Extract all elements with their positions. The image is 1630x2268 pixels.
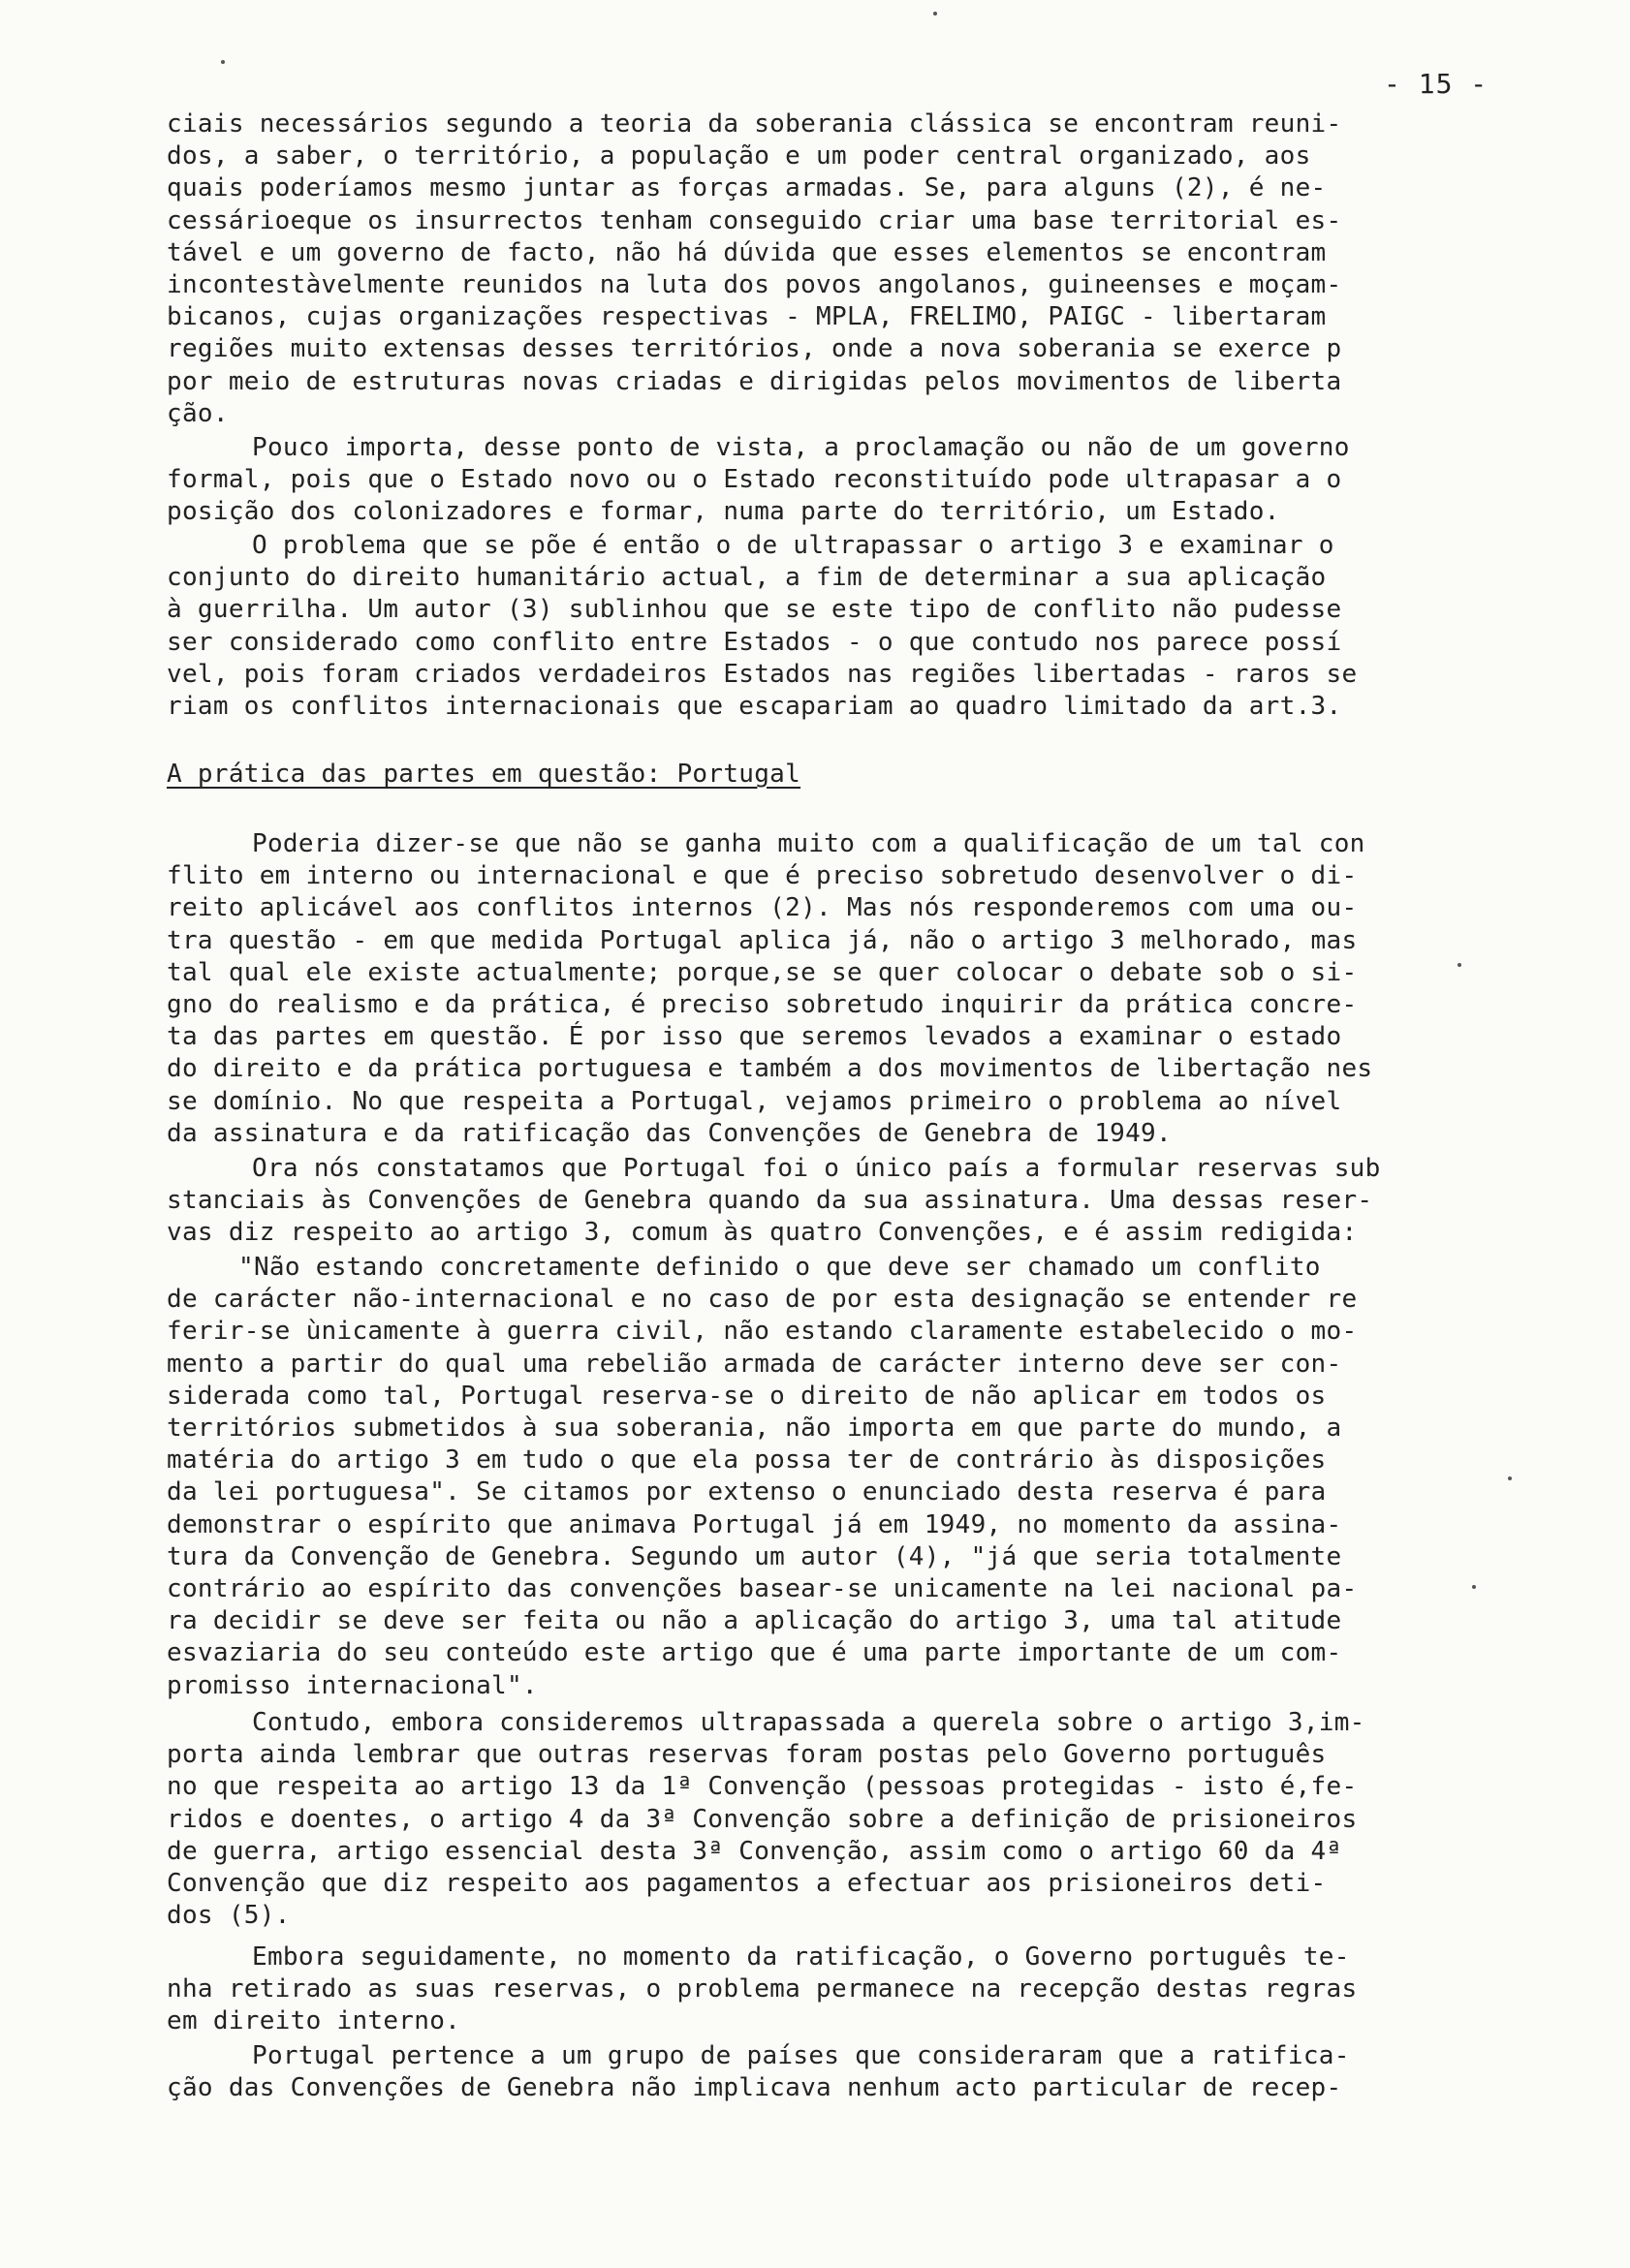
text-line: ção. [167, 398, 229, 428]
text-line: matéria do artigo 3 em tudo o que ela possa ter de contrário às disposições [167, 1445, 1327, 1476]
text-line: do direito e da prática portuguesa e também a dos movimentos de libertação nes [167, 1054, 1373, 1084]
text-line: promisso internacional". [167, 1670, 538, 1700]
paragraph-7 [167, 1707, 1504, 1932]
scan-speck [1458, 963, 1461, 967]
text-line: porta ainda lembrar que outras reservas foram postas pelo Governo português [167, 1740, 1327, 1770]
text-line: por meio de estruturas novas criadas e dirigidas pelos movimentos de liberta [167, 366, 1342, 396]
text-line: Ora nós constatamos que Portugal foi o único país a formular reservas sub [252, 1154, 1381, 1183]
text-line: Embora seguidamente, no momento da ratificação, o Governo português te- [252, 1942, 1350, 1972]
paragraph-8 [167, 1942, 1504, 2038]
text-line: da lei portuguesa". Se citamos por extenso o enunciado desta reserva é para [167, 1477, 1327, 1507]
text-line: nha retirado as suas reservas, o problema permanece na recepção destas regras [167, 1974, 1358, 2004]
text-line: tável e um governo de facto, não há dúvida que esses elementos se encontram [167, 237, 1327, 267]
text-line: ra decidir se deve ser feita ou não a aplicação do artigo 3, uma tal atitude [167, 1606, 1342, 1636]
text-line: incontestàvelmente reunidos na luta dos povos angolanos, guineenses e moçam- [167, 270, 1342, 300]
text-line: regiões muito extensas desses territórios, onde a nova soberania se exerce p [167, 334, 1342, 364]
text-line: stanciais às Convenções de Genebra quando da sua assinatura. Uma dessas reser- [167, 1186, 1373, 1216]
scan-speck [221, 60, 225, 64]
text-line: conjunto do direito humanitário actual, a fim de determinar a sua aplicação [167, 563, 1327, 593]
paragraph-5 [167, 1153, 1504, 1250]
section-heading: A prática das partes em questão: Portugal [167, 760, 801, 789]
text-line: vas diz respeito ao artigo 3, comum às quatro Convenções, e é assim redigida: [167, 1218, 1358, 1248]
paragraph-1 [167, 109, 1504, 430]
scan-speck [1472, 1585, 1476, 1589]
text-line: vel, pois foram criados verdadeiros Estados nas regiões libertadas - raros se [167, 659, 1358, 689]
text-line: formal, pois que o Estado novo ou o Estado reconstituído pode ultrapasar a o [167, 465, 1342, 495]
text-line: Contudo, embora consideremos ultrapassada a querela sobre o artigo 3,im- [252, 1708, 1365, 1737]
text-line: flito em interno ou internacional e que é preciso sobretudo desenvolver o di- [167, 861, 1358, 891]
paragraph-4 [167, 828, 1504, 1150]
text-line: tal qual ele existe actualmente; porque,se se quer colocar o debate sob o si- [167, 957, 1358, 987]
text-line: territórios submetidos à sua soberania, não importa em que parte do mundo, a [167, 1414, 1342, 1444]
text-line: dos, a saber, o território, a população e um poder central organizado, aos [167, 141, 1311, 171]
text-line: esvaziaria do seu conteúdo este artigo que é uma parte importante de um com- [167, 1638, 1342, 1668]
text-line: reito aplicável aos conflitos internos (2). Mas nós responderemos com uma ou- [167, 893, 1358, 923]
text-line: ridos e doentes, o artigo 4 da 3ª Convenção sobre a definição de prisioneiros [167, 1804, 1358, 1834]
scan-speck [1508, 1476, 1512, 1480]
text-line: O problema que se põe é então o de ultrapassar o artigo 3 e examinar o [252, 531, 1334, 560]
text-line: "Não estando concretamente definido o que deve ser chamado um conflito [238, 1253, 1321, 1282]
text-line: da assinatura e da ratificação das Convenções de Genebra de 1949. [167, 1118, 1172, 1148]
text-line: ciais necessários segundo a teoria da soberania clássica se encontram reuni- [167, 109, 1342, 139]
text-line: quais poderíamos mesmo juntar as forças armadas. Se, para alguns (2), é ne- [167, 173, 1327, 203]
text-line: cessárioeque os insurrectos tenham conseguido criar uma base territorial es- [167, 205, 1342, 235]
text-line: Poderia dizer-se que não se ganha muito com a qualificação de um tal con [252, 829, 1365, 858]
text-line: Pouco importa, desse ponto de vista, a proclamação ou não de um governo [252, 433, 1350, 462]
text-line: gno do realismo e da prática, é preciso sobretudo inquirir da prática concre- [167, 990, 1358, 1020]
text-line: se domínio. No que respeita a Portugal, vejamos primeiro o problema ao nível [167, 1086, 1342, 1116]
text-line: posição dos colonizadores e formar, numa parte do território, um Estado. [167, 497, 1280, 527]
text-line: de guerra, artigo essencial desta 3ª Convenção, assim como o artigo 60 da 4ª [167, 1836, 1342, 1866]
text-line: em direito interno. [167, 2006, 461, 2036]
text-line: riam os conflitos internacionais que escapariam ao quadro limitado da art.3. [167, 692, 1342, 722]
paragraph-3 [167, 530, 1504, 723]
text-line: demonstrar o espírito que animava Portugal já em 1949, no momento da assina- [167, 1509, 1342, 1539]
text-line: mento a partir do qual uma rebelião armada de carácter interno deve ser con- [167, 1349, 1342, 1379]
text-line: no que respeita ao artigo 13 da 1ª Convenção (pessoas protegidas - isto é,fe- [167, 1772, 1358, 1802]
text-line: à guerrilha. Um autor (3) sublinhou que se este tipo de conflito não pudesse [167, 595, 1342, 625]
text-line: contrário ao espírito das convenções basear-se unicamente na lei nacional pa- [167, 1574, 1358, 1604]
paragraph-6-quotation [167, 1252, 1504, 1702]
page-number: - 15 - [1384, 68, 1489, 100]
text-line: de carácter não-internacional e no caso de por esta designação se entender re [167, 1285, 1358, 1315]
paragraph-2 [167, 432, 1504, 529]
text-line: ção das Convenções de Genebra não implicava nenhum acto particular de recep- [167, 2073, 1342, 2103]
text-line: Convenção que diz respeito aos pagamentos a efectuar aos prisioneiros deti- [167, 1869, 1327, 1899]
text-line: dos (5). [167, 1901, 291, 1931]
text-line: Portugal pertence a um grupo de países que consideraram que a ratifica- [252, 2041, 1350, 2070]
text-line: tura da Convenção de Genebra. Segundo um autor (4), "já que seria totalmente [167, 1541, 1342, 1571]
text-line: ser considerado como conflito entre Estados - o que contudo nos parece possí [167, 627, 1342, 657]
scan-speck [933, 12, 937, 16]
text-line: tra questão - em que medida Portugal aplica já, não o artigo 3 melhorado, mas [167, 925, 1358, 955]
text-line: bicanos, cujas organizações respectivas - MPLA, FRELIMO, PAIGC - libertaram [167, 302, 1327, 332]
paragraph-9 [167, 2040, 1504, 2104]
text-line: siderada como tal, Portugal reserva-se o direito de não aplicar em todos os [167, 1381, 1327, 1411]
text-line: ferir-se ùnicamente à guerra civil, não estando claramente estabelecido o mo- [167, 1317, 1358, 1347]
text-line: ta das partes em questão. É por isso que seremos levados a examinar o estado [167, 1022, 1342, 1052]
